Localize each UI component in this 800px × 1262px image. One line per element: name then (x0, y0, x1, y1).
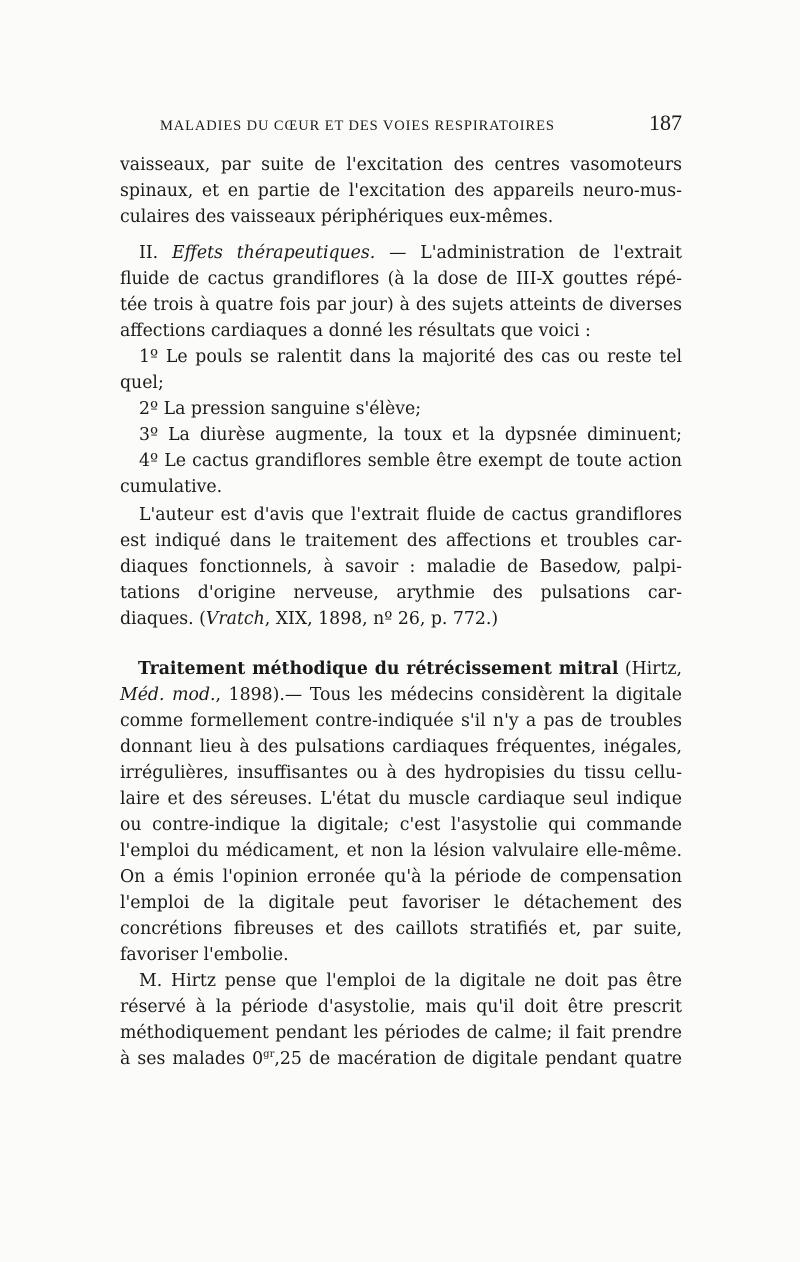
text-span: (Hirtz, (624, 659, 682, 679)
text-line: donnant lieu à des pulsations cardiaques fréquentes, inégales, (120, 737, 682, 757)
list-item-3: 3º La diurèse augmente, la toux et la dypsnée diminuent; (139, 425, 682, 445)
list-item-1: 1º Le pouls se ralentit dans la majorité des cas ou reste tel (139, 347, 682, 367)
list-item-2: 2º La pression sanguine s'élève; (139, 399, 422, 419)
source-journal: Vratch (205, 609, 265, 629)
text-line: spinaux, et en partie de l'excitation des appareils neuro-mus- (120, 181, 682, 201)
text-span: , 1898).— Tous les médecins considèrent la digitale (215, 685, 682, 705)
text-line: concrétions fibreuses et des caillots stratifiés et, par suite, (120, 919, 682, 939)
text-line (120, 606, 682, 632)
text-line: l'emploi du médicament, et non la lésion valvulaire elle-même. (120, 841, 682, 861)
text-line (120, 1046, 682, 1072)
text-line (120, 240, 682, 266)
text-span: , XIX, 1898, nº 26, p. 772.) (264, 609, 499, 629)
text-line (120, 656, 682, 682)
text-line: favoriser l'embolie. (120, 945, 289, 965)
text-line: comme formellement contre-indiquée s'il n'y a pas de troubles (120, 711, 682, 731)
unit-superscript: gr (263, 1049, 275, 1061)
text-line: L'auteur est d'avis que l'extrait fluide de cactus grandiflores (139, 505, 682, 525)
text-line: quel; (120, 373, 164, 393)
text-line: On a émis l'opinion erronée qu'à la période de compensation (120, 867, 682, 887)
section-number: II. (139, 243, 159, 263)
text-span: ,25 de macération de digitale pendant quatre (274, 1049, 683, 1069)
text-line: M. Hirtz pense que l'emploi de la digitale ne doit pas être (139, 971, 682, 991)
list-item-4: 4º Le cactus grandiflores semble être exempt de toute action (139, 451, 682, 471)
text-span: diaques. ( (120, 609, 206, 629)
text-span: à ses malades 0 (120, 1049, 264, 1069)
text-line: ou contre-indique la digitale; c'est l'asystolie qui commande (120, 815, 682, 835)
text-line: culaires des vaisseaux périphériques eux-mêmes. (120, 207, 554, 227)
text-line (120, 682, 682, 708)
text-line: vaisseaux, par suite de l'excitation des centres vasomoteurs (120, 155, 682, 175)
text-line: l'emploi de la digitale peut favoriser le détachement des (120, 893, 682, 913)
running-title: MALADIES DU CŒUR ET DES VOIES RESPIRATOIRES (160, 118, 555, 134)
running-header (160, 110, 682, 136)
text-span: — L'administration de l'extrait (389, 243, 682, 263)
text-line: cumulative. (120, 477, 223, 497)
text-line: affections cardiaques a donné les résultats que voici : (120, 321, 591, 341)
text-line: irrégulières, insuffisantes ou à des hydropisies du tissu cellu- (120, 763, 682, 783)
article-title: Traitement méthodique du rétrécissement mitral (138, 659, 619, 679)
source-journal: Méd. mod. (120, 685, 216, 705)
text-line: laire et des séreuses. L'état du muscle cardiaque seul indique (120, 789, 682, 809)
text-line: diaques fonctionnels, à savoir : maladie de Basedow, palpi- (120, 557, 682, 577)
text-line: fluide de cactus grandiflores (à la dose de III-X gouttes répé- (120, 269, 682, 289)
text-line: tations d'origine nerveuse, arythmie des pulsations car- (120, 583, 682, 603)
section-title: Effets thérapeutiques. (172, 243, 376, 263)
text-line: est indiqué dans le traitement des affections et troubles car- (120, 531, 682, 551)
text-line: tée trois à quatre fois par jour) à des sujets atteints de diverses (120, 295, 682, 315)
page-number: 187 (649, 110, 682, 135)
text-line: méthodiquement pendant les périodes de calme; il fait prendre (120, 1023, 682, 1043)
text-line: réservé à la période d'asystolie, mais qu'il doit être prescrit (120, 997, 682, 1017)
